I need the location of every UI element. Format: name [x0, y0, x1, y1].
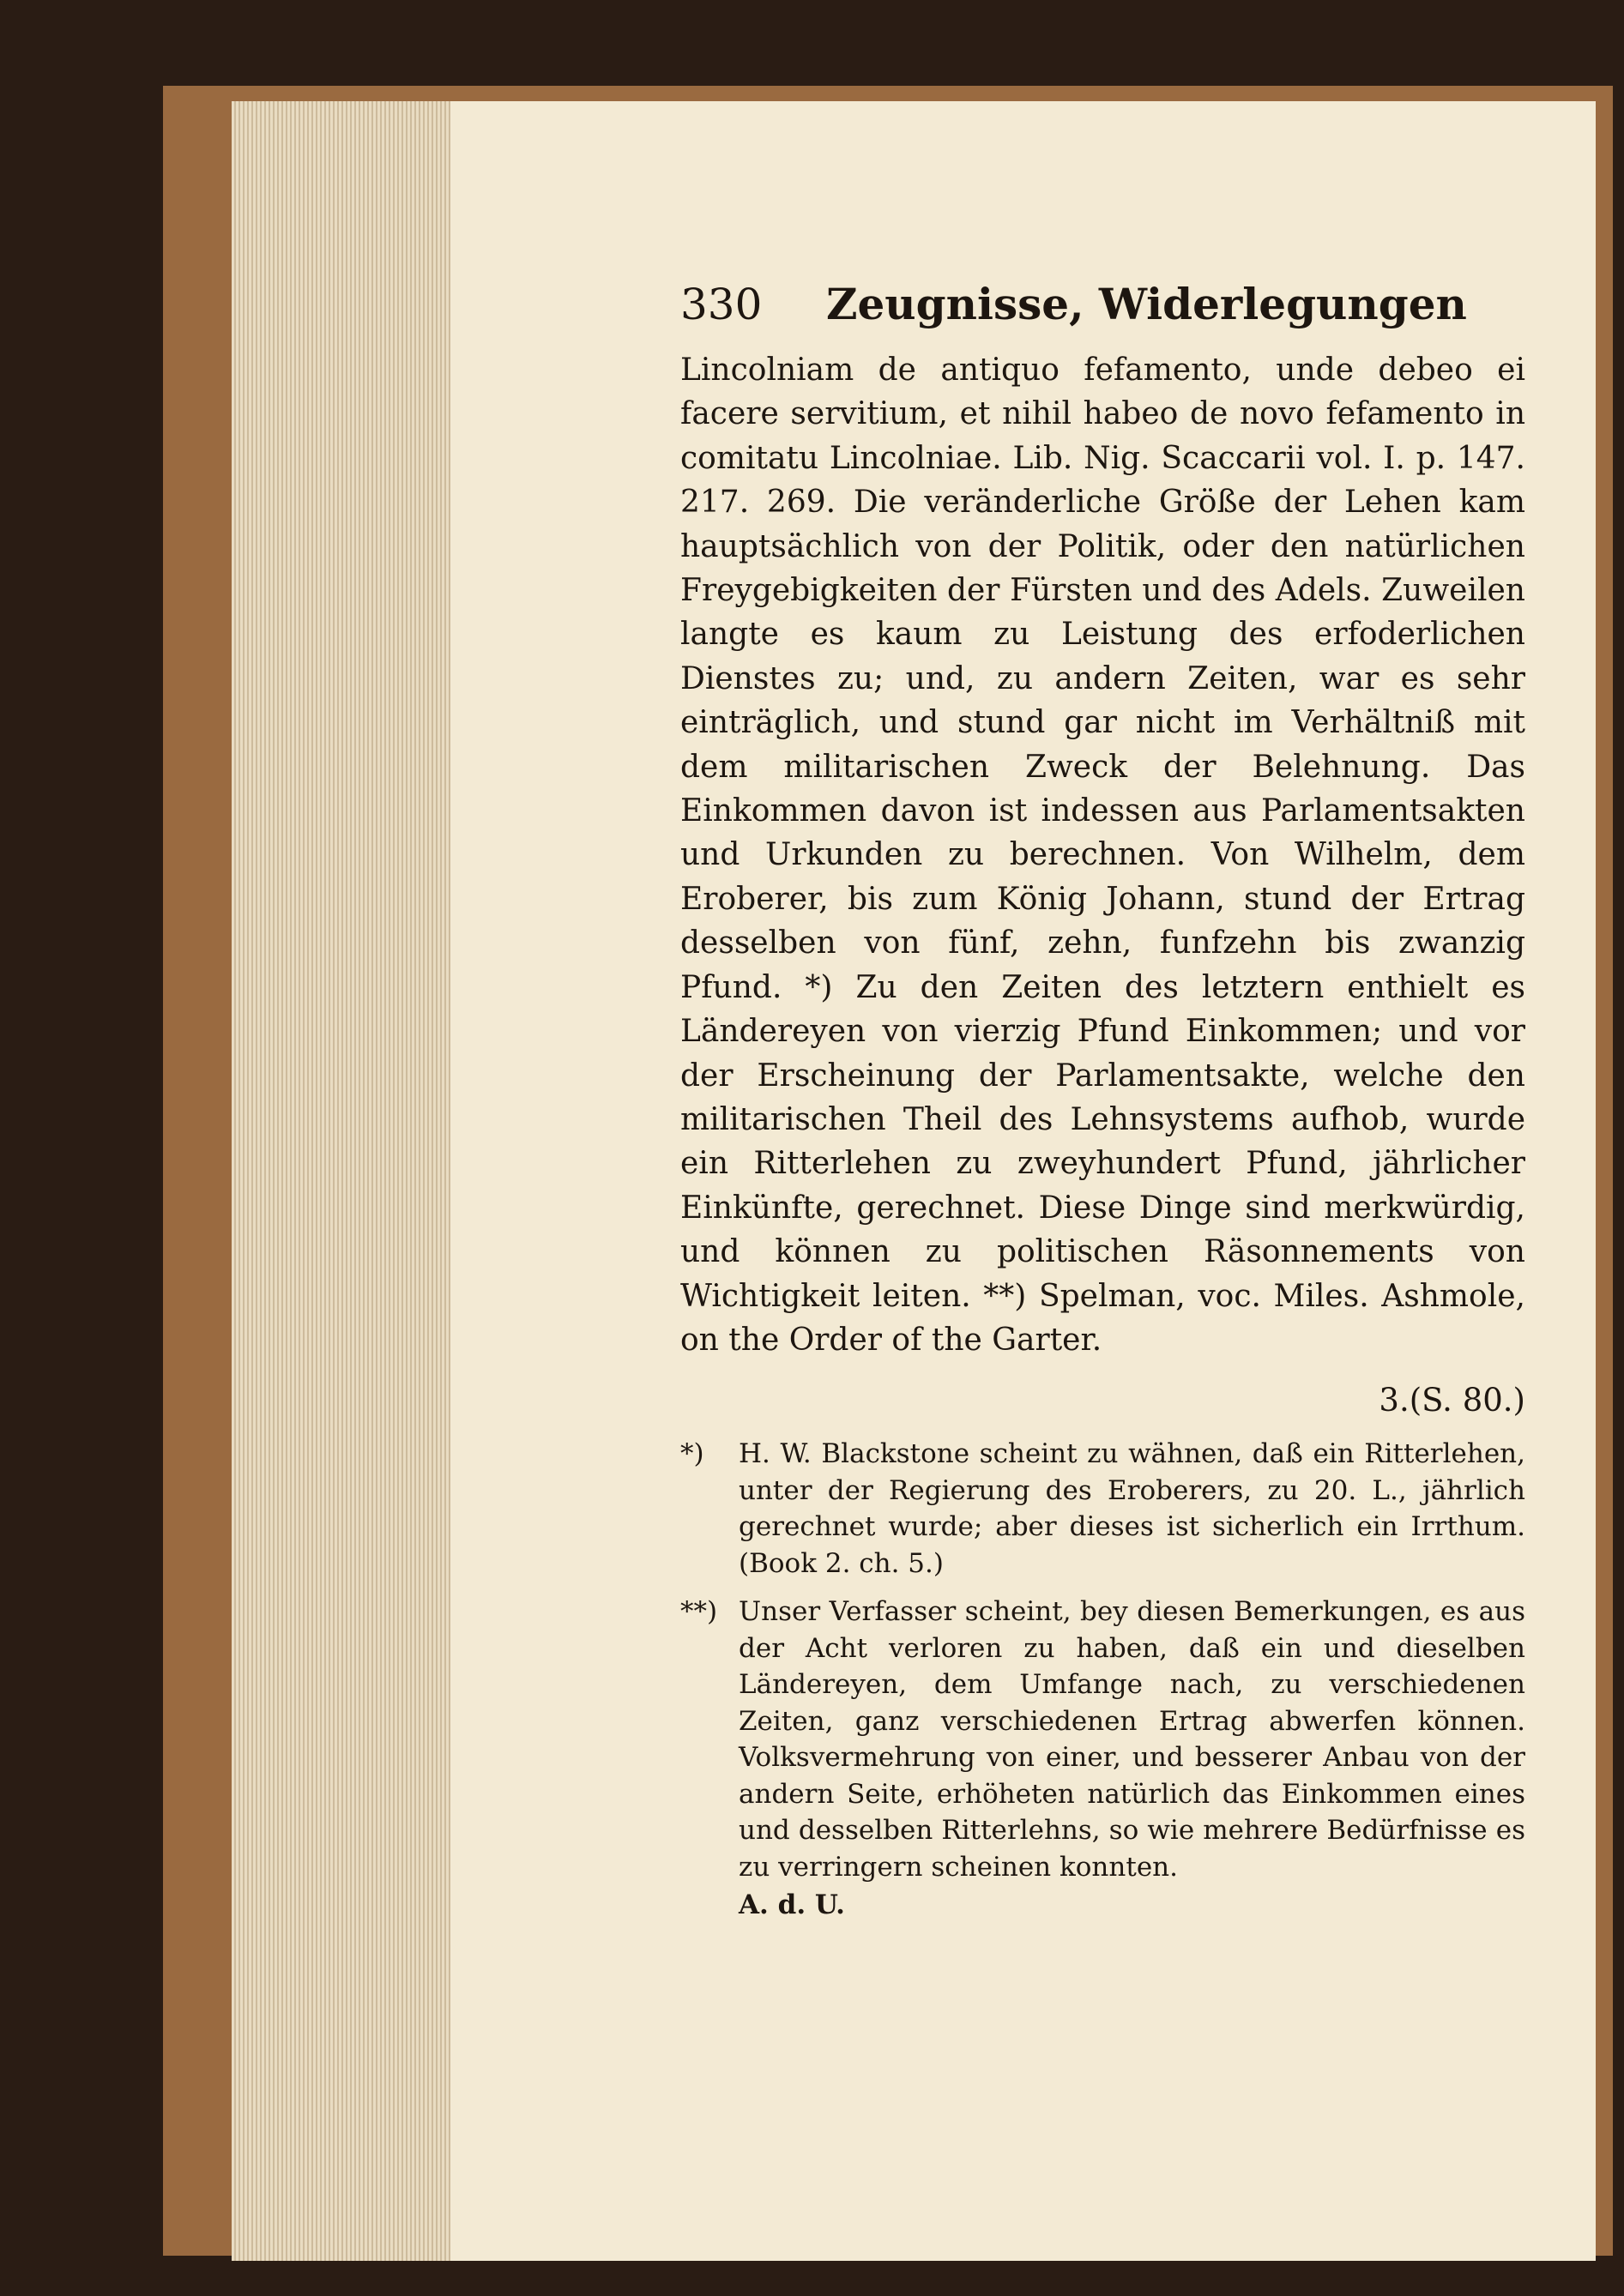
- footnote-1: [680, 1436, 1525, 1582]
- section-marker: 3.(S. 80.): [1379, 1382, 1525, 1419]
- footnote-mark: *): [680, 1438, 704, 1470]
- body-text: Lincolniam de antiquo fefamento, unde debeo ei facere servitium, et nihil habeo de novo fefamento in comitatu Lincolniae. Lib. Nig. Scaccarii vol. I. p. 147. 217. 269. Die veränderliche Größe der Lehen kam hauptsächlich von der Politik, oder den natürlichen Freygebigkeiten der Fürsten und des Adels. Zuweilen langte es kaum zu Leistung des erfoderlichen Dienstes zu; und, zu andern Zeiten, war es sehr einträglich, und stund gar nicht im Verhältniß mit dem militarischen Zweck der Belehnung. Das Einkommen davon ist indessen aus Parlamentsakten und Urkunden zu berechnen. Von Wilhelm, dem Eroberer, bis zum König Johann, stund der Ertrag desselben von fünf, zehn, funfzehn bis zwanzig Pfund. *) Zu den Zeiten des letztern enthielt es Ländereyen von vierzig Pfund Einkommen; und vor der Erscheinung der Parlamentsakte, welche den militarischen Theil des Lehnsystems aufhob, wurde ein Ritterlehen zu zweyhundert Pfund, jährlicher Einkünfte, gerechnet. Diese Dinge sind merkwürdig, und können zu politischen Räsonnements von Wichtigkeit leiten. **) Spelman, voc. Miles. Ashmole, on the Order of the Garter.: [680, 353, 1525, 1358]
- page-edges: [232, 101, 463, 2261]
- footnote-2: [680, 1594, 1525, 1924]
- footnote-signature: A. d. U.: [739, 1889, 845, 1921]
- footnote-text: Unser Verfasser scheint, bey diesen Bemerkungen, es aus der Acht verloren zu haben, daß ein und dieselben Ländereyen, dem Umfange nach, zu verschiedenen Zeiten, ganz verschiedenen Ertrag abwerfen können. Volksvermehrung von einer, und besserer Anbau von der andern Seite, erhöheten natürlich das Einkommen eines und desselben Ritterlehns, so wie mehrere Bedürfnisse es zu verringern scheinen konnten.: [739, 1596, 1525, 1883]
- page-number: 330: [680, 280, 763, 329]
- footnote-text: H. W. Blackstone scheint zu wähnen, daß ein Ritterlehen, unter der Regierung des Eroberers, zu 20. L., jährlich gerechnet wurde; aber dieses ist sicherlich ein Irrthum. (Book 2. ch. 5.): [739, 1438, 1525, 1579]
- footnote-mark: **): [680, 1596, 718, 1628]
- page-header: [680, 271, 1525, 338]
- footnote-body: [739, 1594, 1525, 1924]
- running-head: Zeugnisse, Widerlegungen: [826, 279, 1467, 329]
- page-text: [680, 271, 1525, 1924]
